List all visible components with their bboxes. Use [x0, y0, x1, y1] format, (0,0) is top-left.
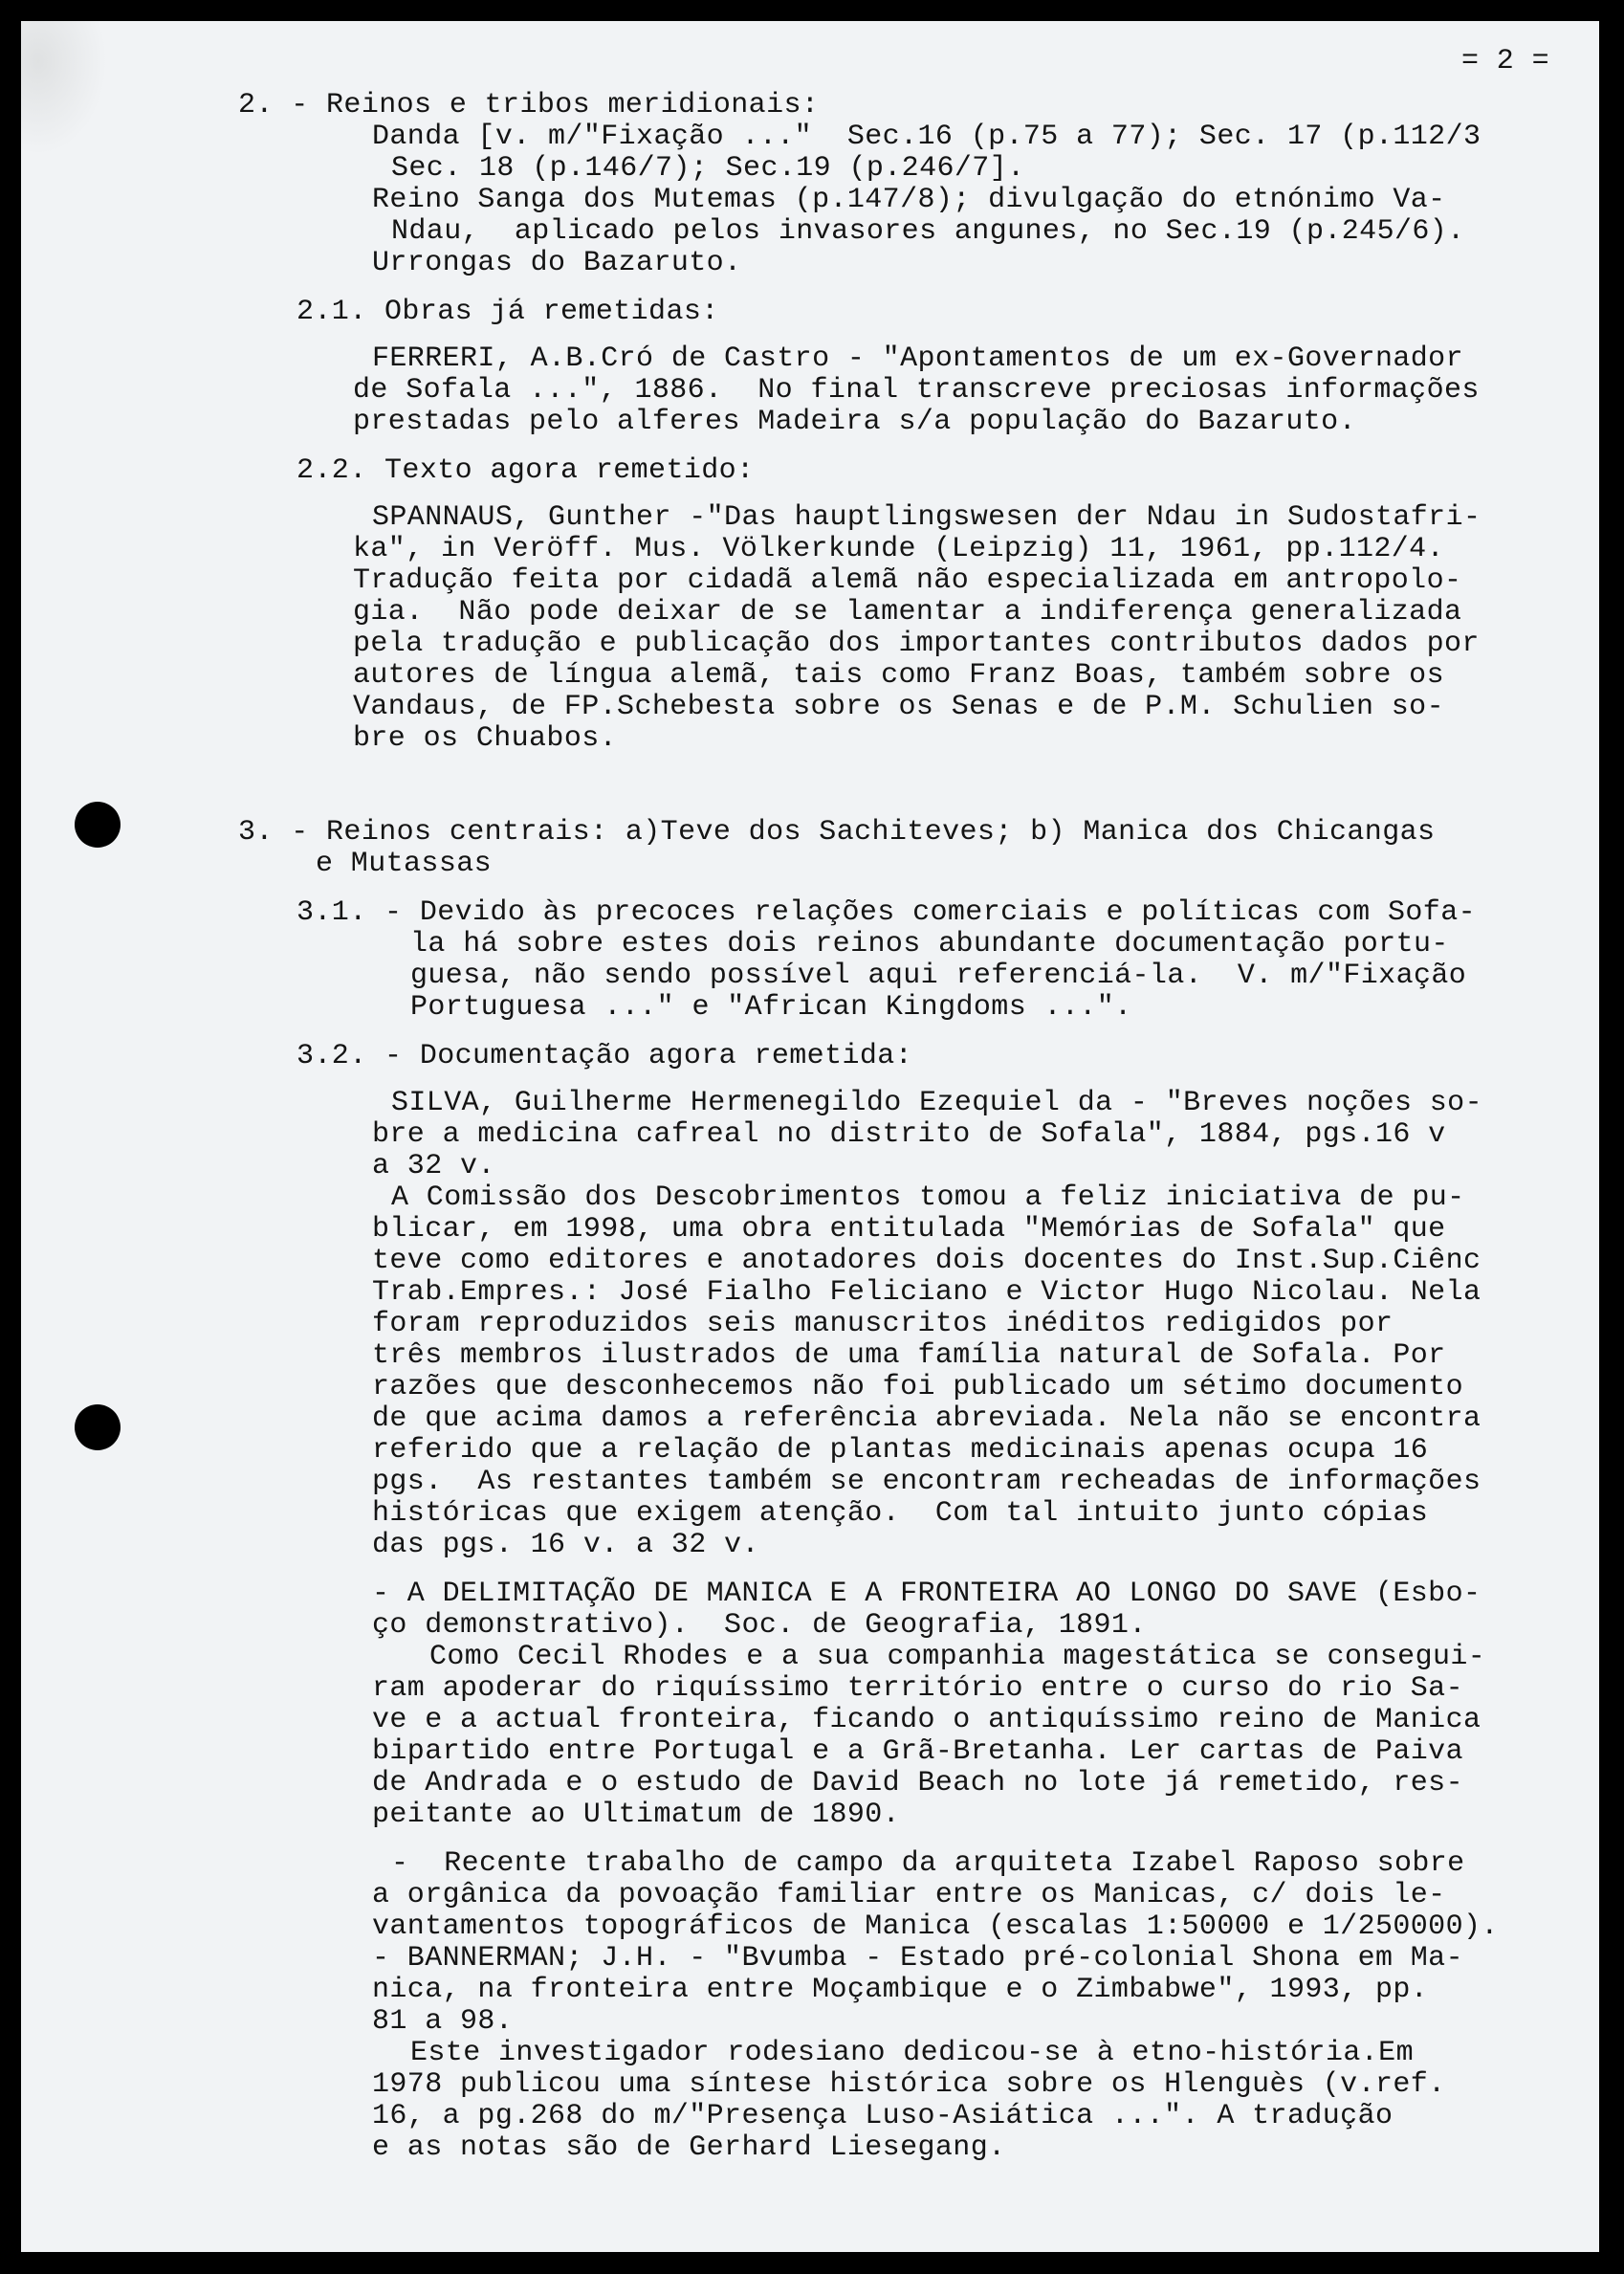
text-line: Este investigador rodesiano dedicou-se à etno-história.Em	[410, 2037, 1414, 2069]
text-line: três membros ilustrados de uma família natural de Sofala. Por	[372, 1339, 1446, 1372]
text-line: Sec. 18 (p.146/7); Sec.19 (p.246/7].	[391, 152, 1025, 185]
text-line: ço demonstrativo). Soc. de Geografia, 1891.	[372, 1609, 1147, 1642]
text-line: pgs. As restantes também se encontram recheadas de informações	[372, 1466, 1481, 1498]
text-line: históricas que exigem atenção. Com tal intuito junto cópias	[372, 1497, 1429, 1530]
text-line: bre os Chuabos.	[353, 722, 618, 755]
text-line: Danda [v. m/"Fixação ..." Sec.16 (p.75 a 77); Sec. 17 (p.112/3	[372, 121, 1481, 153]
text-line: A Comissão dos Descobrimentos tomou a feliz iniciativa de pu-	[391, 1181, 1465, 1214]
text-line: ve e a actual fronteira, ficando o antiquíssimo reino de Manica	[372, 1704, 1481, 1736]
text-line: bipartido entre Portugal e a Grã-Bretanha. Ler cartas de Paiva	[372, 1735, 1463, 1768]
text-line: 81 a 98.	[372, 2005, 514, 2038]
text-line: 2. - Reinos e tribos meridionais:	[238, 89, 820, 121]
text-line: nica, na fronteira entre Moçambique e o Zimbabwe", 1993, pp.	[372, 1974, 1429, 2006]
text-line: razões que desconhecemos não foi publicado um sétimo documento	[372, 1371, 1463, 1403]
text-line: pela tradução e publicação dos importantes contributos dados por	[353, 628, 1480, 660]
text-line: blicar, em 1998, uma obra entitulada "Memórias de Sofala" que	[372, 1213, 1446, 1246]
text-line: - A DELIMITAÇÃO DE MANICA E A FRONTEIRA AO LONGO DO SAVE (Esbo-	[372, 1578, 1481, 1610]
text-line: - Recente trabalho de campo da arquiteta Izabel Raposo sobre	[391, 1847, 1465, 1880]
text-line: 1978 publicou uma síntese histórica sobre os Hlenguès (v.ref.	[372, 2068, 1446, 2101]
text-line: referido que a relação de plantas medicinais apenas ocupa 16	[372, 1434, 1429, 1467]
text-line: a orgânica da povoação familiar entre os Manicas, c/ dois le-	[372, 1879, 1446, 1911]
text-line: das pgs. 16 v. a 32 v.	[372, 1529, 759, 1561]
text-line: 3. - Reinos centrais: a)Teve dos Sachiteves; b) Manica dos Chicangas	[238, 816, 1436, 849]
text-line: Tradução feita por cidadã alemã não especializada em antropolo-	[353, 564, 1462, 597]
text-line: Trab.Empres.: José Fialho Feliciano e Victor Hugo Nicolau. Nela	[372, 1276, 1481, 1309]
text-line: de que acima damos a referência abreviada. Nela não se encontra	[372, 1402, 1481, 1435]
text-line: gia. Não pode deixar de se lamentar a indiferença generalizada	[353, 596, 1462, 629]
text-line: 3.2. - Documentação agora remetida:	[296, 1040, 913, 1072]
text-line: a 32 v.	[372, 1150, 495, 1182]
text-line: foram reproduzidos seis manuscritos inéditos redigidos por	[372, 1308, 1394, 1340]
text-line: 2.2. Texto agora remetido:	[296, 454, 755, 487]
text-line: Portuguesa ..." e "African Kingdoms ...".	[410, 991, 1132, 1024]
text-line: e as notas são de Gerhard Liesegang.	[372, 2131, 1006, 2164]
text-line: SILVA, Guilherme Hermenegildo Ezequiel da - "Breves noções so-	[391, 1087, 1482, 1119]
punch-hole	[75, 1404, 121, 1450]
text-line: Reino Sanga dos Mutemas (p.147/8); divulgação do etnónimo Va-	[372, 184, 1446, 216]
text-line: Vandaus, de FP.Schebesta sobre os Senas e de P.M. Schulien so-	[353, 691, 1444, 723]
text-line: de Sofala ...", 1886. No final transcreve preciosas informações	[353, 374, 1480, 407]
text-line: 3.1. - Devido às precoces relações comerciais e políticas com Sofa-	[296, 896, 1476, 929]
text-line: Ndau, aplicado pelos invasores angunes, no Sec.19 (p.245/6).	[391, 215, 1465, 248]
text-line: 16, a pg.268 do m/"Presença Luso-Asiática ...". A tradução	[372, 2100, 1394, 2132]
text-line: e Mutassas	[316, 848, 493, 880]
text-line: FERRERI, A.B.Cró de Castro - "Apontamentos de um ex-Governador	[372, 342, 1463, 375]
document-page	[21, 21, 1599, 2252]
page-number: = 2 =	[1461, 45, 1550, 77]
text-line: SPANNAUS, Gunther -"Das hauptlingswesen der Ndau in Sudostafri-	[372, 501, 1481, 534]
text-line: ram apoderar do riquíssimo território entre o curso do rio Sa-	[372, 1672, 1463, 1705]
text-line: - BANNERMAN; J.H. - "Bvumba - Estado pré-colonial Shona em Ma-	[372, 1942, 1463, 1975]
text-line: autores de língua alemã, tais como Franz Boas, também sobre os	[353, 659, 1444, 692]
text-line: 2.1. Obras já remetidas:	[296, 296, 719, 328]
punch-hole	[75, 802, 121, 848]
text-line: de Andrada e o estudo de David Beach no lote já remetido, res-	[372, 1767, 1463, 1799]
text-line: vantamentos topográficos de Manica (escalas 1:50000 e 1/250000).	[372, 1910, 1499, 1943]
text-line: prestadas pelo alferes Madeira s/a população do Bazaruto.	[353, 406, 1356, 438]
text-line: Urrongas do Bazaruto.	[372, 247, 742, 279]
text-line: teve como editores e anotadores dois docentes do Inst.Sup.Ciênc	[372, 1245, 1481, 1277]
text-line: peitante ao Ultimatum de 1890.	[372, 1799, 901, 1831]
text-line: ka", in Veröff. Mus. Völkerkunde (Leipzig) 11, 1961, pp.112/4.	[353, 533, 1444, 565]
text-line: la há sobre estes dois reinos abundante documentação portu-	[410, 928, 1449, 960]
text-line: Como Cecil Rhodes e a sua companhia magestática se consegui-	[429, 1641, 1486, 1673]
text-line: bre a medicina cafreal no distrito de Sofala", 1884, pgs.16 v	[372, 1118, 1446, 1151]
text-line: guesa, não sendo possível aqui referenciá-la. V. m/"Fixação	[410, 960, 1467, 992]
